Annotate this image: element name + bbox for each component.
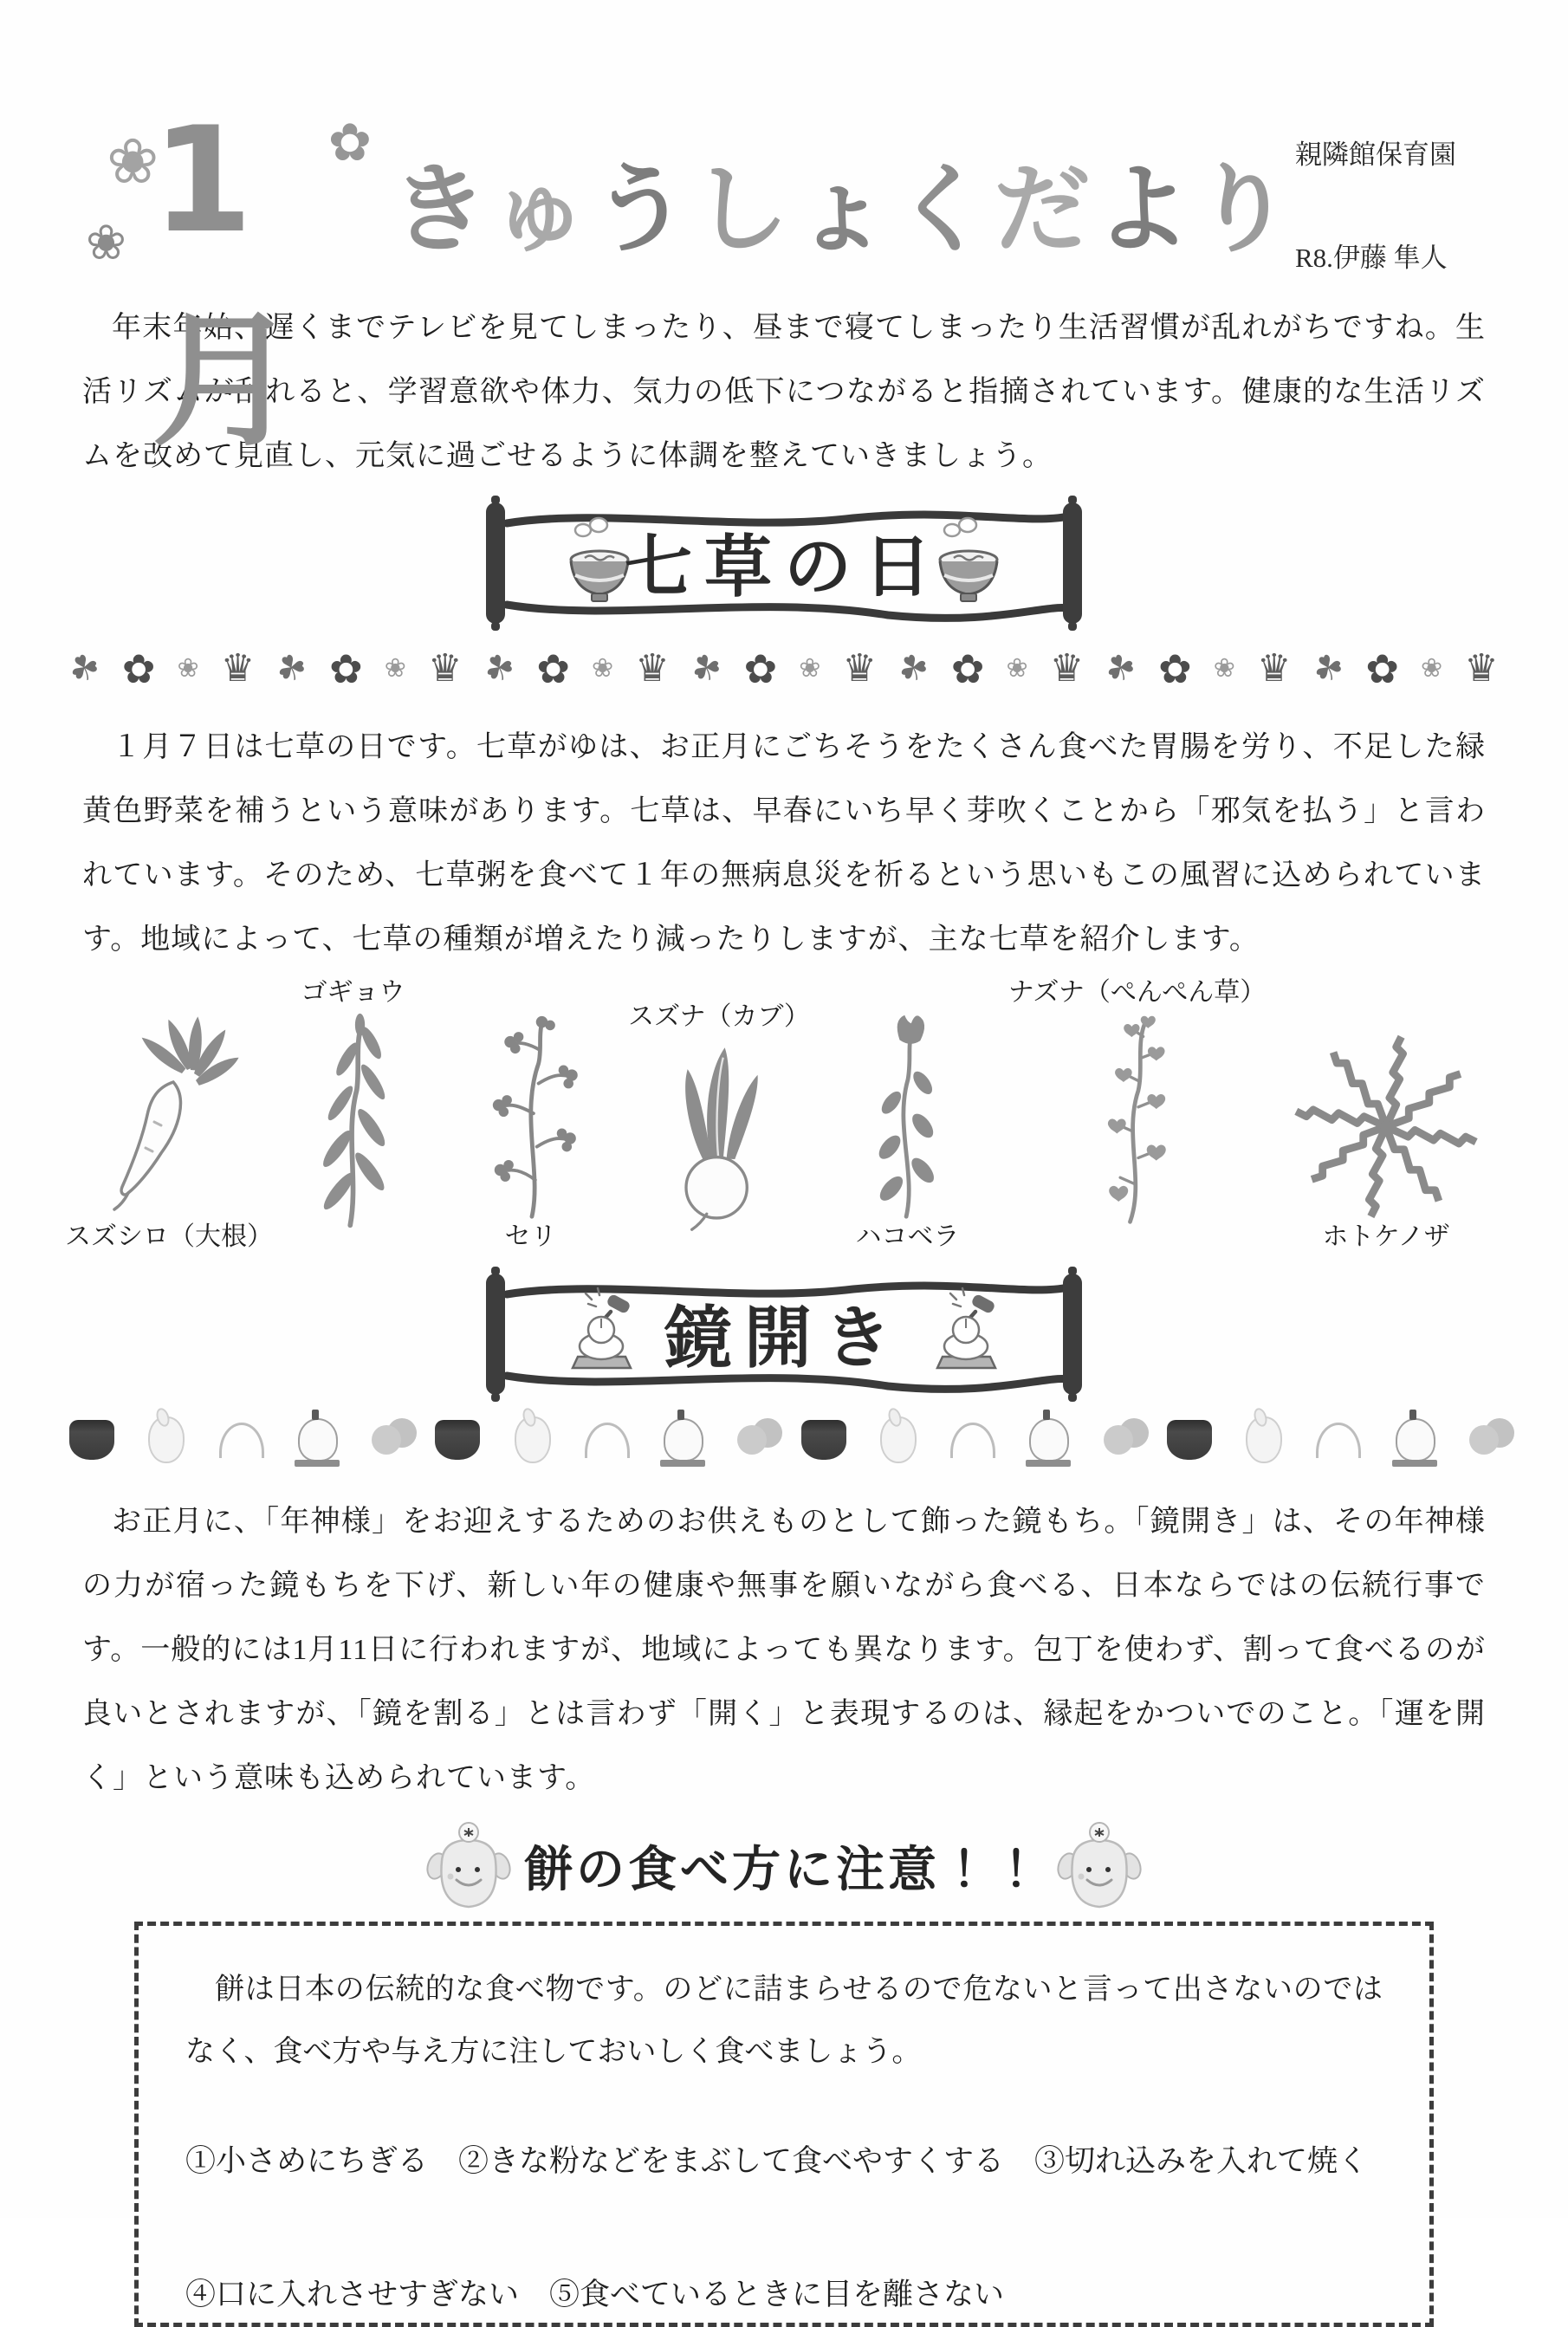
pine-fan-icon: ♛ [635,646,670,690]
herb-label: ホトケノザ [1322,1222,1450,1251]
swirl-icon [737,1425,767,1455]
herb-hotokenoza [1273,977,1499,1253]
lacquer-bowl-icon [435,1420,480,1460]
org-name: 親隣館保育園 [1295,139,1456,170]
herb-label: セリ [504,1222,557,1251]
bud-icon: ❀ [1421,653,1443,684]
pine-fan-icon: ♛ [1464,646,1499,690]
pine-fan-icon: ♛ [1256,646,1292,690]
notice-box [134,1922,1434,2327]
plum-blossom-icon: ✿ [1365,645,1399,692]
swirl-icon [1469,1425,1499,1455]
sprout-icon: ☘ [62,644,107,694]
sprout-icon: ☘ [269,644,315,694]
lacquer-bowl-icon [1167,1420,1212,1460]
mochi-icon [1316,1423,1361,1458]
notice-points-1: ①小さめにちぎる ②きな粉などをまぶして食べやすくする ③切れ込みを入れて焼く [185,2144,1369,2178]
swirl-icon [372,1425,401,1455]
seri-illustration [466,1014,596,1222]
herb-hakobera [814,977,1001,1253]
mochi-icon [585,1423,630,1458]
bud-icon: ❀ [799,653,821,684]
bud-icon: ❀ [1006,653,1028,684]
kabu-illustration [654,1036,784,1234]
issue-author: R8.伊藤 隼人 [1295,243,1448,274]
kagami-mochi-icon [298,1418,338,1462]
rabbit-icon [880,1416,917,1463]
kagamibiraki-decorative-border [69,1412,1499,1468]
kagamibiraki-banner [481,1265,1087,1403]
seven-herbs-row [65,977,1499,1253]
sprout-icon: ☘ [1098,644,1144,694]
notice-points-2: ④口に入れさせすぎない ⑤食べているときに目を離さない [185,2278,1005,2311]
rabbit-icon [148,1416,185,1463]
mochi-icon [950,1423,995,1458]
plum-blossom-icon: ✿ [121,645,156,692]
rabbit-icon [515,1416,551,1463]
pine-fan-icon: ♛ [842,646,877,690]
newsletter-title-text: きゅうしょくだより [391,152,1295,266]
gogyou-illustration [301,1012,405,1230]
nanakusa-banner [481,494,1087,632]
sprout-icon: ☘ [476,644,522,694]
nanakusa-banner-title: 七草の日 [624,528,943,606]
plum-blossom-icon: ❀ [107,125,159,198]
hakobera-illustration [847,1010,969,1222]
mochi-notice-section [134,1844,1434,2327]
sprout-icon: ☘ [891,644,936,694]
plum-blossom-icon: ✿ [327,113,372,173]
notice-heading [410,1818,1158,1915]
pine-fan-icon: ♛ [220,646,256,690]
nazuna-illustration [1081,1012,1194,1227]
bud-icon: ❀ [1213,653,1235,684]
herb-gogyou [269,977,437,1253]
lacquer-bowl-icon [801,1420,846,1460]
notice-heading-text: 餅の食べ方に注意！！ [524,1844,1044,1897]
intro-paragraph: 年末年始、遅くまでテレビを見てしまったり、昼まで寝てしまったり生活習慣が乱れがちですね。生活リズムが乱れると、学習意欲や体力、気力の低下につながると指摘されています。健康的な生活リズムを改めて見直し、元気に過ごせるように体調を整えていきましょう。 [82,312,1486,472]
kagami-mochi-icon [664,1418,703,1462]
month-label: 1月 [152,95,290,466]
bud-icon: ❀ [384,653,406,684]
herb-seri [437,977,624,1253]
herb-label: スズシロ（大根） [65,1222,273,1251]
org-block [1295,139,1555,274]
bud-icon: ❀ [177,653,199,684]
rabbit-icon [1246,1416,1282,1463]
mochi-character-icon [425,1818,512,1915]
lacquer-bowl-icon [69,1420,114,1460]
plum-blossom-icon: ✿ [329,645,363,692]
kagamibiraki-paragraph: お正月に、「年神様」をお迎えするためのお供えものとして飾った鏡もち。「鏡開き」は、その年神様の力が宿った鏡もちを下げ、新しい年の健康や無事を願いながら食べる、日本ならではの伝統行事です。一般的には1月11日に行われますが、地域によっても異なります。包丁を使わず、割って食べるのが良いとされますが、「鏡を割る」とは言わず「開く」と表現するのは、縁起をかついでのこと。「運を開く」という意味も込められています。 [82,1506,1486,1794]
plum-blossom-icon: ✿ [536,645,570,692]
herb-nazuna [1001,977,1273,1253]
pine-fan-icon: ♛ [1049,646,1085,690]
kagami-mochi-icon [1029,1418,1069,1462]
herb-label: ゴギョウ [301,978,405,1007]
month-badge [86,95,377,466]
kagami-mochi-icon [1396,1418,1435,1462]
kagamibiraki-banner-title: 鏡開き [664,1299,904,1377]
swirl-icon [1104,1425,1133,1455]
notice-paragraph: 餅は日本の伝統的な食べ物です。のどに詰まらせるので危ないと言って出さないのではなく、食べ方や与え方に注しておいしく食べましょう。 [185,1974,1383,2068]
herb-label: ハコベラ [855,1222,960,1251]
mochi-icon [219,1423,264,1458]
hotokenoza-illustration [1286,1027,1486,1222]
nanakusa-paragraph: １月７日は七草の日です。七草がゆは、お正月にごちそうをたくさん食べた胃腸を労り、不足した緑黄色野菜を補うという意味があります。七草は、早春にいち早く芽吹くことから「邪気を払う」と言われています。そのため、七草粥を食べて１年の無病息災を祈るという思いもこの風習に込められています。地域によって、七草の種類が増えたり減ったりしますが、主な七草を紹介します。 [82,731,1486,956]
plum-blossom-icon: ❀ [86,215,126,271]
plum-blossom-icon: ✿ [743,645,778,692]
herb-suzuna [624,977,814,1253]
mochi-character-icon [1056,1818,1143,1915]
herb-label: スズナ（カブ） [628,1002,810,1031]
sprout-icon: ☘ [684,644,729,694]
pine-fan-icon: ♛ [427,646,463,690]
daikon-illustration [94,1018,245,1222]
herb-suzushiro [65,977,273,1253]
nanakusa-decorative-border [62,641,1499,697]
sprout-icon: ☘ [1306,644,1351,694]
herb-label: ナズナ（ぺんぺん草） [1008,978,1267,1007]
plum-blossom-icon: ✿ [950,645,985,692]
bud-icon: ❀ [592,653,614,684]
plum-blossom-icon: ✿ [1158,645,1192,692]
